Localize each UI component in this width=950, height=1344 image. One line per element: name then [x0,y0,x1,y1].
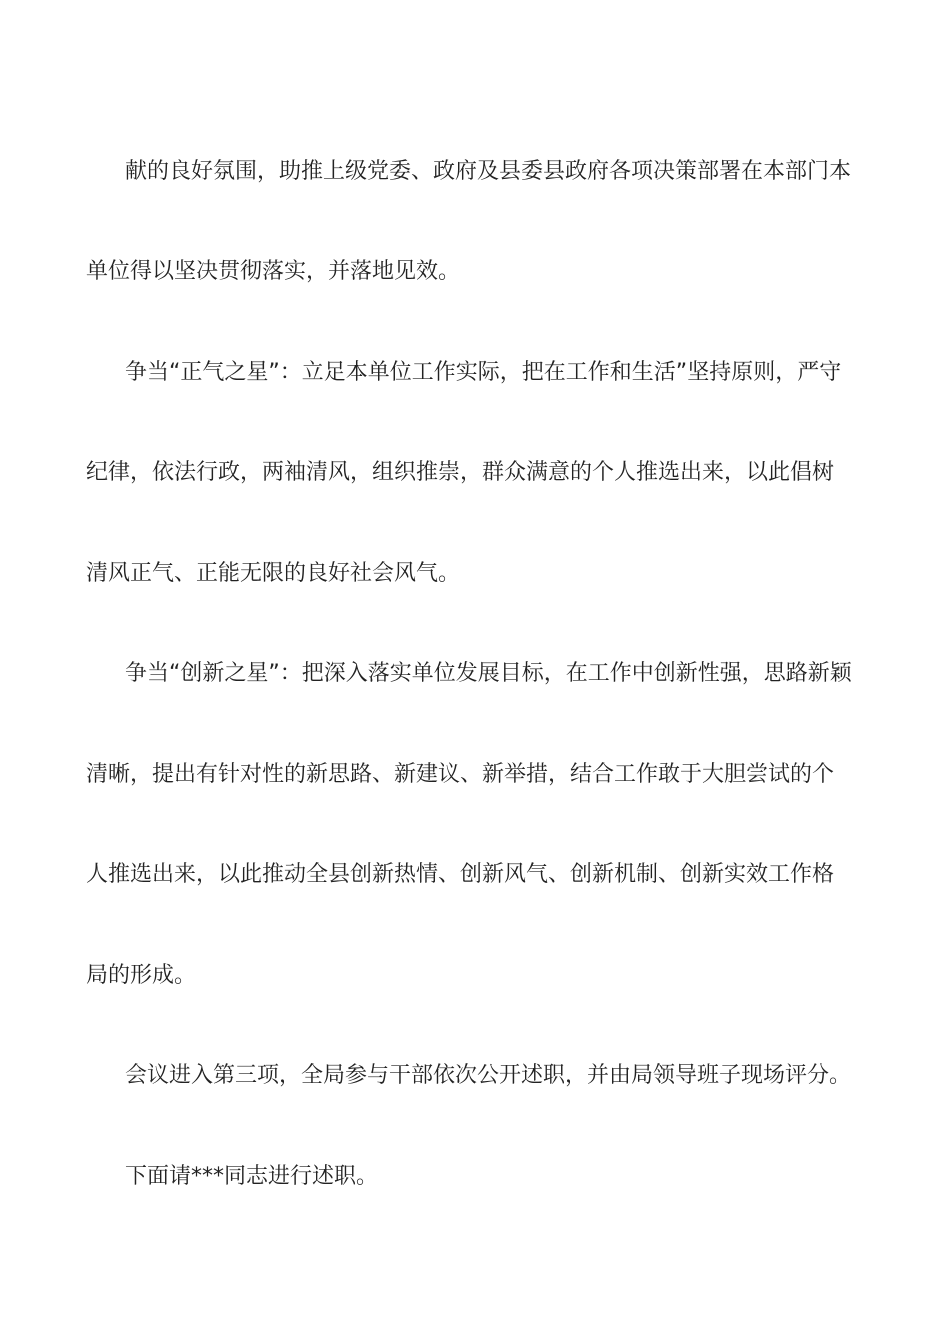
text-line: 人推选出来，以此推动全县创新热情、创新风气、创新机制、创新实效工作格 [86,862,835,887]
text-line: 会议进入第三项，全局参与干部依次公开述职，并由局领导班子现场评分。 [125,1063,852,1088]
text-line: 单位得以坚决贯彻落实，并落地见效。 [86,259,461,284]
text-line: 清风正气、正能无限的良好社会风气。 [86,561,461,586]
text-line: 争当“创新之星”：把深入落实单位发展目标，在工作中创新性强，思路新颖 [125,661,852,686]
text-line: 清晰，提出有针对性的新思路、新建议、新举措，结合工作敢于大胆尝试的个 [86,762,835,787]
text-line: 献的良好氛围，助推上级党委、政府及县委县政府各项决策部署在本部门本 [125,159,852,184]
text-line: 局的形成。 [86,963,197,988]
text-line: 纪律，依法行政，两袖清风，组织推崇，群众满意的个人推选出来，以此倡树 [86,460,835,485]
text-line: 下面请***同志进行述职。 [125,1164,379,1189]
text-line: 争当“正气之星”：立足本单位工作实际，把在工作和生活”坚持原则，严守 [125,360,842,385]
